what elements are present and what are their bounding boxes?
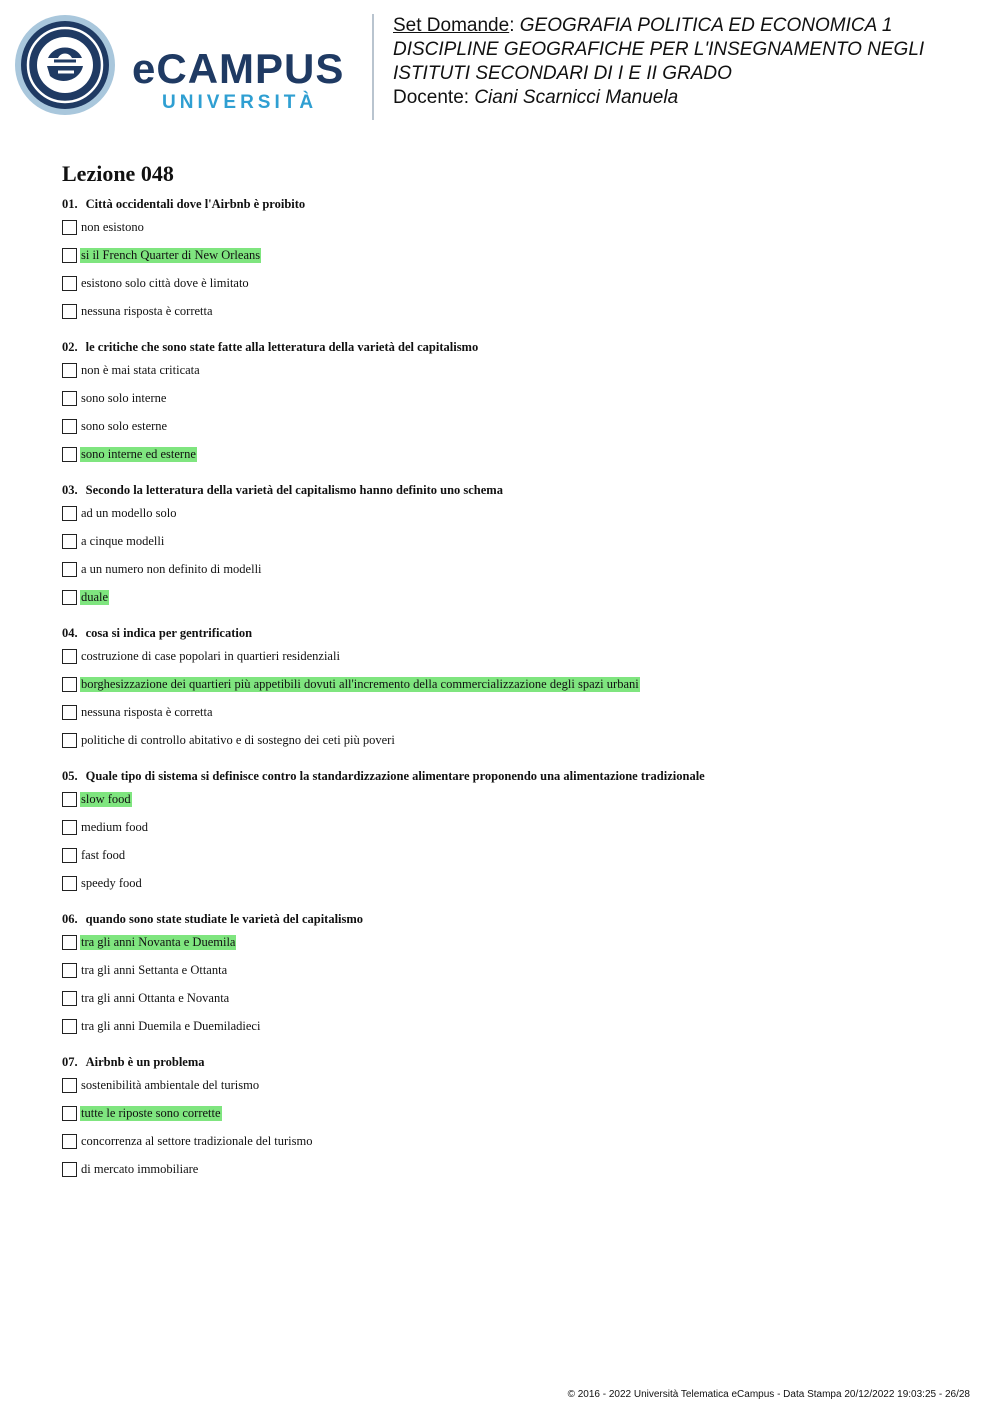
answer-option[interactable]	[62, 356, 962, 384]
answer-checkbox[interactable]	[62, 876, 77, 891]
question-number: 05.	[62, 769, 78, 783]
answer-option[interactable]	[62, 297, 962, 325]
set-label: Set Domande	[393, 15, 510, 36]
logo-wordmark: eCAMPUS	[132, 45, 345, 92]
answer-checkbox[interactable]	[62, 1134, 77, 1149]
answer-checkbox[interactable]	[62, 733, 77, 748]
answer-checkbox[interactable]	[62, 1106, 77, 1121]
course-title: GEOGRAFIA POLITICA ED ECONOMICA 1	[519, 15, 893, 36]
question-text: le critiche che sono state fatte alla letteratura della varietà del capitalismo	[85, 340, 479, 354]
question-number: 02.	[62, 340, 78, 354]
answer-text: non è mai stata criticata	[81, 362, 200, 377]
question-heading	[62, 481, 962, 499]
question-text: Airbnb è un problema	[85, 1055, 205, 1069]
answer-option[interactable]	[62, 241, 962, 269]
answer-checkbox[interactable]	[62, 248, 77, 263]
answer-checkbox[interactable]	[62, 391, 77, 406]
answer-text: ad un modello solo	[81, 505, 177, 520]
answer-checkbox[interactable]	[62, 276, 77, 291]
docente-line	[393, 86, 983, 110]
answer-option[interactable]	[62, 269, 962, 297]
question-number: 01.	[62, 197, 78, 211]
answer-checkbox[interactable]	[62, 1162, 77, 1177]
answer-checkbox[interactable]	[62, 991, 77, 1006]
answer-option[interactable]	[62, 670, 962, 698]
answer-checkbox[interactable]	[62, 820, 77, 835]
answer-checkbox[interactable]	[62, 562, 77, 577]
course-title-line: Set Domande: GEOGRAFIA POLITICA ED ECONOMICA 1	[393, 15, 893, 36]
answer-option[interactable]	[62, 1071, 962, 1099]
page-header	[0, 0, 1000, 130]
answer-text-correct: borghesizzazione dei quartieri più appetibili dovuti all'incremento della commercializzazione degli spazi urbani	[81, 676, 639, 691]
answer-text-correct: slow food	[81, 791, 131, 806]
answer-option[interactable]	[62, 1012, 962, 1040]
question-heading	[62, 338, 962, 356]
answer-option[interactable]	[62, 841, 962, 869]
question-number: 07.	[62, 1055, 78, 1069]
question-text: Città occidentali dove l'Airbnb è proibito	[85, 197, 306, 211]
answer-option[interactable]	[62, 583, 962, 611]
answer-option[interactable]	[62, 1127, 962, 1155]
answer-text: a cinque modelli	[81, 533, 165, 548]
question-block	[62, 624, 962, 754]
question-block	[62, 481, 962, 611]
header-divider	[372, 14, 374, 120]
question-text: Quale tipo di sistema si definisce contro la standardizzazione alimentare proponendo una alimentazione tradizionale	[85, 769, 705, 783]
answer-text-correct: si il French Quarter di New Orleans	[81, 247, 261, 262]
answer-option[interactable]	[62, 813, 962, 841]
answer-checkbox[interactable]	[62, 363, 77, 378]
answer-text: a un numero non definito di modelli	[81, 561, 262, 576]
answer-text-correct: sono interne ed esterne	[81, 446, 196, 461]
answer-text: costruzione di case popolari in quartieri residenziali	[81, 648, 340, 663]
answer-option[interactable]	[62, 785, 962, 813]
question-heading	[62, 624, 962, 642]
answer-text: tra gli anni Settanta e Ottanta	[81, 962, 228, 977]
question-heading	[62, 910, 962, 928]
answer-checkbox[interactable]	[62, 506, 77, 521]
answer-option[interactable]	[62, 213, 962, 241]
question-block	[62, 195, 962, 325]
answer-option[interactable]	[62, 384, 962, 412]
answer-text: di mercato immobiliare	[81, 1161, 199, 1176]
ecampus-emblem-icon	[14, 14, 116, 116]
answer-text: sono solo esterne	[81, 418, 168, 433]
answer-text-correct: duale	[81, 589, 109, 604]
answer-checkbox[interactable]	[62, 220, 77, 235]
question-block	[62, 1053, 962, 1183]
answer-text: speedy food	[81, 875, 142, 890]
answer-checkbox[interactable]	[62, 848, 77, 863]
ecampus-logo	[14, 14, 359, 118]
question-block	[62, 767, 962, 897]
answer-text-correct: tra gli anni Novanta e Duemila	[81, 934, 236, 949]
answer-option[interactable]	[62, 499, 962, 527]
docente-label: Docente:	[393, 87, 470, 108]
question-heading	[62, 1053, 962, 1071]
lesson-title: Lezione 048	[62, 161, 174, 186]
answer-option[interactable]	[62, 984, 962, 1012]
answer-text: non esistono	[81, 219, 144, 234]
answer-checkbox[interactable]	[62, 963, 77, 978]
question-heading	[62, 767, 962, 785]
answer-text-correct: tutte le riposte sono corrette	[81, 1105, 221, 1120]
answer-text: politiche di controllo abitativo e di sostegno dei ceti più poveri	[81, 732, 395, 747]
answer-option[interactable]	[62, 928, 962, 956]
answer-option[interactable]	[62, 642, 962, 670]
answer-checkbox[interactable]	[62, 1078, 77, 1093]
logo-subtext: UNIVERSITÀ	[162, 92, 318, 113]
question-heading	[62, 195, 962, 213]
answer-text: sono solo interne	[81, 390, 167, 405]
answer-checkbox[interactable]	[62, 677, 77, 692]
question-number: 04.	[62, 626, 78, 640]
answer-checkbox[interactable]	[62, 705, 77, 720]
answer-option[interactable]	[62, 1155, 962, 1183]
answer-text: sostenibilità ambientale del turismo	[81, 1077, 260, 1092]
question-list	[62, 195, 962, 1196]
answer-option[interactable]	[62, 956, 962, 984]
answer-option[interactable]	[62, 726, 962, 754]
answer-option[interactable]	[62, 698, 962, 726]
answer-checkbox[interactable]	[62, 1019, 77, 1034]
page-footer: © 2016 - 2022 Università Telematica eCampus - Data Stampa 20/12/2022 19:03:25 - 26/28	[567, 1389, 970, 1400]
answer-checkbox[interactable]	[62, 590, 77, 605]
answer-text: nessuna risposta è corretta	[81, 704, 213, 719]
answer-text: tra gli anni Ottanta e Novanta	[81, 990, 230, 1005]
question-text: cosa si indica per gentrification	[85, 626, 253, 640]
course-subtitle-2: ISTITUTI SECONDARI DI I E II GRADO	[393, 63, 732, 84]
answer-checkbox[interactable]	[62, 447, 77, 462]
answer-option[interactable]	[62, 1099, 962, 1127]
docente-name: Ciani Scarnicci Manuela	[474, 87, 679, 108]
answer-option[interactable]	[62, 412, 962, 440]
answer-option[interactable]	[62, 440, 962, 468]
answer-checkbox[interactable]	[62, 935, 77, 950]
question-number: 03.	[62, 483, 78, 497]
answer-checkbox[interactable]	[62, 792, 77, 807]
answer-checkbox[interactable]	[62, 419, 77, 434]
answer-text: fast food	[81, 847, 126, 862]
question-block	[62, 910, 962, 1040]
question-number: 06.	[62, 912, 78, 926]
question-text: Secondo la letteratura della varietà del capitalismo hanno definito uno schema	[85, 483, 503, 497]
answer-text: medium food	[81, 819, 149, 834]
answer-text: concorrenza al settore tradizionale del turismo	[81, 1133, 313, 1148]
answer-text: esistono solo città dove è limitato	[81, 275, 249, 290]
course-info	[393, 14, 983, 110]
answer-checkbox[interactable]	[62, 534, 77, 549]
question-text: quando sono state studiate le varietà del capitalismo	[85, 912, 364, 926]
answer-option[interactable]	[62, 869, 962, 897]
answer-option[interactable]	[62, 527, 962, 555]
course-subtitle-1: DISCIPLINE GEOGRAFICHE PER L'INSEGNAMENTO NEGLI	[393, 39, 925, 60]
question-block	[62, 338, 962, 468]
answer-text: nessuna risposta è corretta	[81, 303, 213, 318]
answer-checkbox[interactable]	[62, 649, 77, 664]
answer-option[interactable]	[62, 555, 962, 583]
answer-text: tra gli anni Duemila e Duemiladieci	[81, 1018, 261, 1033]
answer-checkbox[interactable]	[62, 304, 77, 319]
